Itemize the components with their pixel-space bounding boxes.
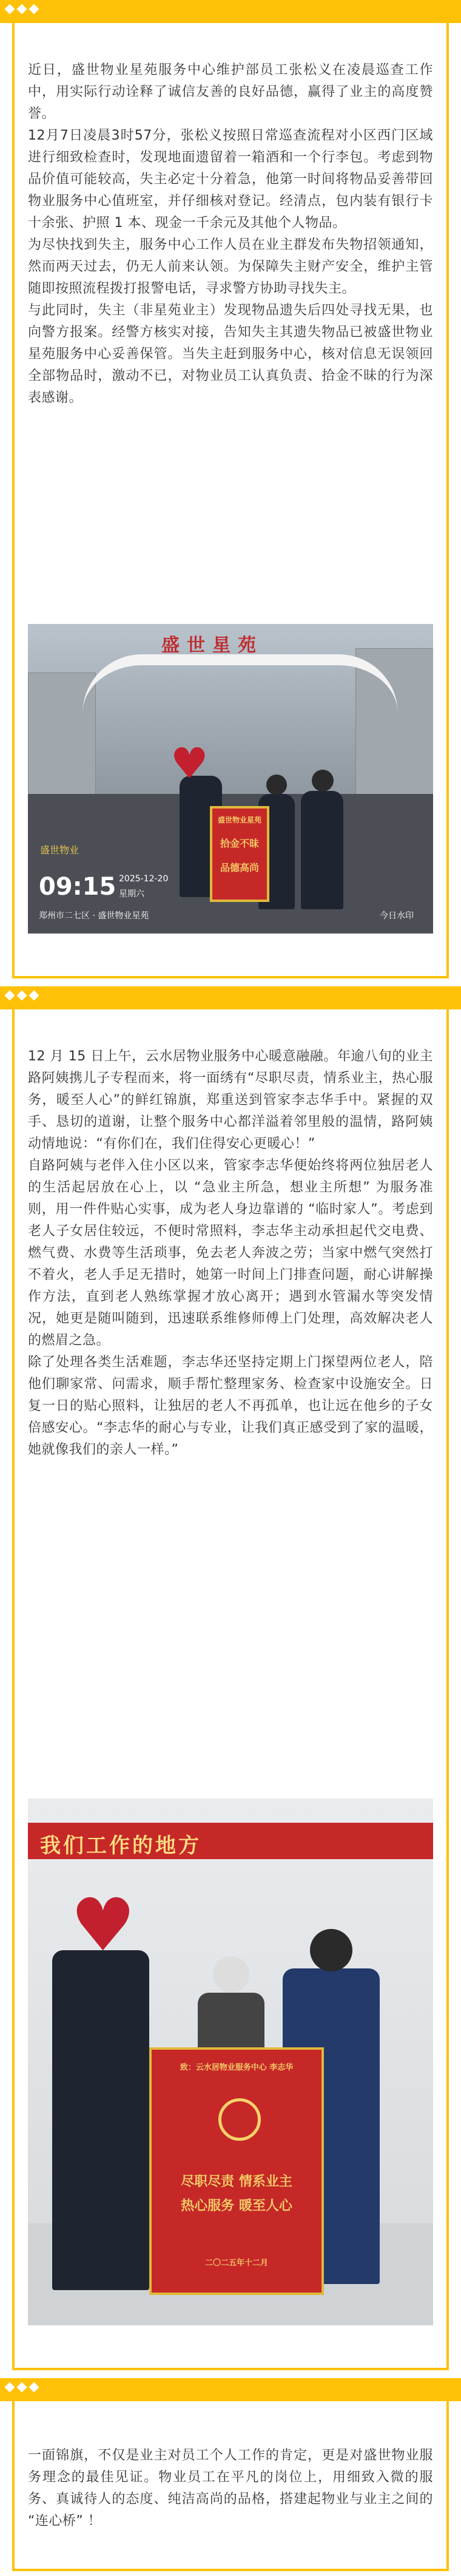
banner-date: 二〇二五年十二月 bbox=[204, 2259, 268, 2268]
banner-side-text: 盛世物业星苑 bbox=[217, 816, 261, 824]
banner-line-2: 热心服务 暖至人心 bbox=[181, 2198, 292, 2214]
paragraph: 一面锦旗，不仅是业主对员工个人工作的肯定，更是对盛世物业服务理念的最佳见证。物业员工在平凡的岗位上，用细致入微的服务、真诚待人的态度、纯洁高尚的品格，搭建起物业与业主之间的 “连心桥” ！ bbox=[28, 2448, 433, 2529]
paragraph: 12月7日凌晨3时57分，张松义按照日常巡查流程对小区西门区域进行细致检查时，发现地面遗留着一箱酒和一个行李包。考虑到物品价值可能较高，失主必定十分着急，他第一时间将物品妥善带回物业服务中心值班室，并仔细核对登记。经清点，包内装有银行卡十余张、护照 1 本、现金一千余元及其他个人物品。 bbox=[28, 128, 433, 231]
banner-recipient: 致：云水居物业服务中心 李志华 bbox=[180, 2063, 294, 2072]
section-card-3 bbox=[12, 2401, 449, 2571]
paragraph: 与此同时，失主（非星苑业主）发现物品遗失后四处寻找无果，也向警方报案。经警方核实对接，告知失主其遗失物品已被盛世物业星苑服务中心妥善保管。当失主赶到服务中心，核对信息无误领回全部物品时，激动不已，对物业员工认真负责、拾金不昧的行为深表感谢。 bbox=[28, 303, 433, 405]
paragraph: 为尽快找到失主，服务中心工作人员在业主群发布失物招领通知，然而两天过去，仍无人前来认领。为保障失主财产安全，维护主管随即按照流程拨打报警电话，寻求警方协助寻找失主。 bbox=[28, 237, 433, 296]
pennant-banner bbox=[149, 2047, 324, 2295]
paragraph: 12 月 15 日上午，云水居物业服务中心暖意融融。年逾八旬的业主路阿姨携儿子专程而来，将一面绣有“尽职尽责，情系业主，热心服务，暖至人心”的鲜红锦旗，郑重送到管家李志华手中。紧握的双手、恳切的道谢，让整个服务中心都洋溢着邻里般的温情，路阿姨动情地说：“有你们在，我们住得安心更暖心！” bbox=[28, 1049, 433, 1151]
timestamp-location: 郑州市二七区 · 盛世物业星苑 bbox=[39, 911, 149, 921]
paragraph: 除了处理各类生活难题，李志华还坚持定期上门探望两位老人，陪他们聊家常、问需求，顺手帮忙整理家务、检查家中设施安全。日复一日的贴心照料，让独居的老人不再孤单，也让远在他乡的子女倍感安心。“李志华的耐心与专业，让我们真正感受到了家的温暖，她就像我们的亲人一样。” bbox=[28, 1355, 433, 1457]
timestamp-time: 09:15 bbox=[39, 873, 116, 901]
photo-pennant-presentation bbox=[28, 1798, 433, 2325]
banner-line-1: 拾金不昧 bbox=[220, 838, 259, 849]
section-card-2 bbox=[12, 1009, 449, 2370]
timestamp-weekday: 星期六 bbox=[119, 889, 144, 899]
gate-sign: 盛世星苑 bbox=[161, 635, 263, 656]
section-card-1 bbox=[12, 23, 449, 978]
section-header-3 bbox=[0, 2378, 461, 2401]
watermark-badge: 今日水印 bbox=[380, 911, 414, 921]
heart-icon: ♥ bbox=[170, 739, 209, 788]
banner-line-2: 品德高尚 bbox=[220, 862, 259, 873]
photo-lost-and-found bbox=[28, 624, 433, 934]
paragraph: 自路阿姨与老伴入住小区以来，管家李志华便始终将两位独居老人的生活起居放在心上，以 “急业主所急，想业主所想” 为服务准则，用一件件贴心实事，成为老人身边靠谱的 “临时家人”。考虑到老人子女居住较远，不便时常照料，李志华主动承担起代交电费、燃气费、水费等生活琐事，免去老人奔波之劳；当家中燃气突然打不着火，老人手足无措时，她第一时间上门排查问题，耐心讲解操作方法，直到老人熟练掌握才放心离开；遇到水管漏水等突发情况，她更是随叫随到，迅速联系维修师傅上门处理，高效解决老人的燃眉之急。 bbox=[28, 1158, 433, 1348]
company-logo-text: 盛世物业 bbox=[40, 844, 79, 856]
paragraph: 近日，盛世物业星苑服务中心维护部员工张松义在凌晨巡查工作中，用实际行动诠释了诚信友善的良好品德，赢得了业主的高度赞誉。 bbox=[28, 63, 433, 121]
section-header-2 bbox=[0, 986, 461, 1009]
heart-icon: ♥ bbox=[70, 1883, 136, 1968]
wall-sign: 我们工作的地方 bbox=[40, 1834, 201, 1858]
banner-line-1: 尽职尽责 情系业主 bbox=[181, 2174, 292, 2189]
section-header-1 bbox=[0, 0, 461, 23]
timestamp-date: 2025-12-20 bbox=[119, 874, 169, 884]
pennant-banner bbox=[210, 806, 269, 902]
